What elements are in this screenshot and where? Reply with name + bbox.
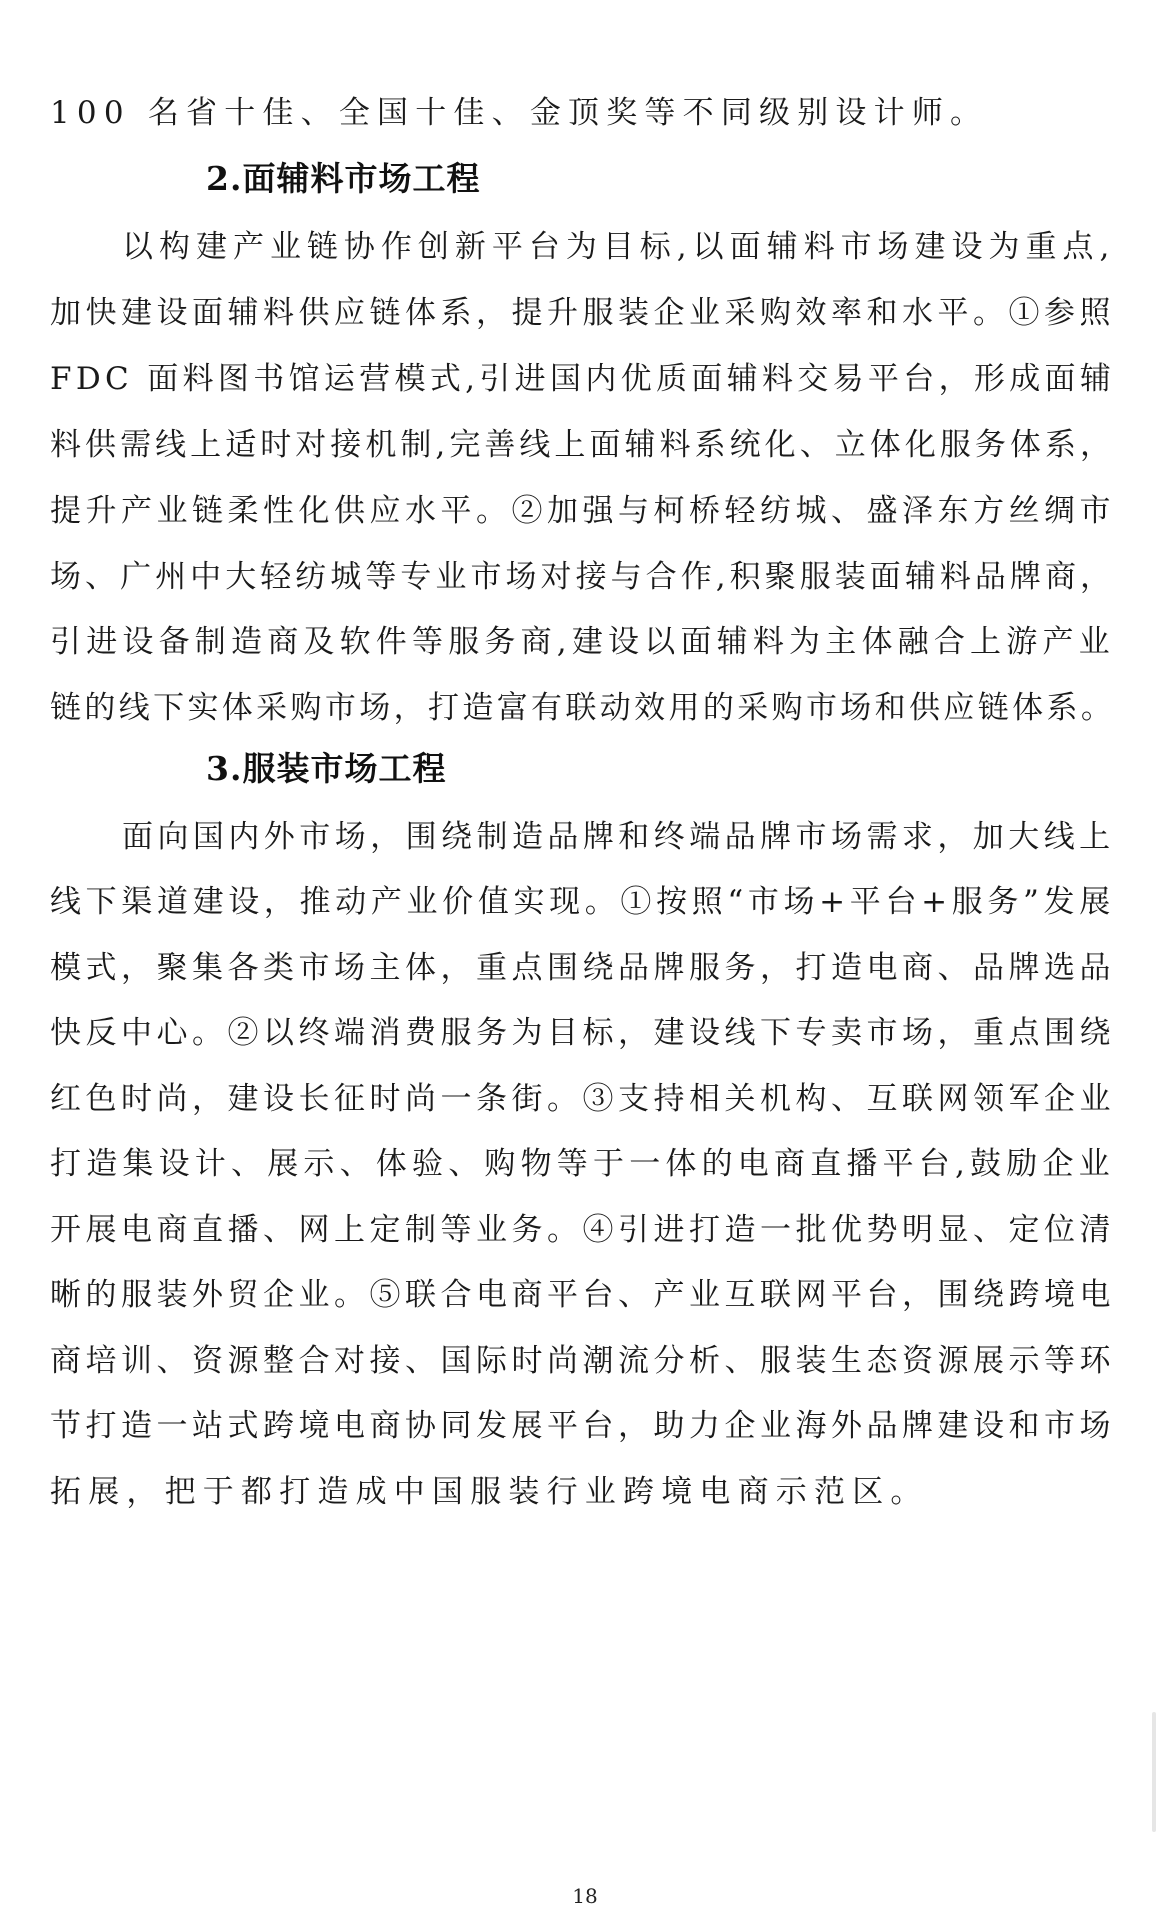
paragraph-line: 引进设备制造商及软件等服务商,建设以面辅料为主体融合上游产业: [50, 624, 1115, 660]
paragraph-line: 链的线下实体采购市场，打造富有联动效用的采购市场和供应链体系。: [50, 690, 1116, 726]
paragraph-line: 面向国内外市场，围绕制造品牌和终端品牌市场需求，加大线上: [122, 819, 1115, 855]
paragraph-line: 提升产业链柔性化供应水平。②加强与柯桥轻纺城、盛泽东方丝绸市: [50, 493, 1115, 529]
paragraph-line: 商培训、资源整合对接、国际时尚潮流分析、服装生态资源展示等环: [50, 1343, 1115, 1379]
paragraph-line: 拓展，把于都打造成中国服装行业跨境电商示范区。: [50, 1474, 929, 1510]
paragraph-line: 100 名省十佳、全国十佳、金顶奖等不同级别设计师。: [50, 95, 989, 131]
paragraph-line: FDC 面料图书馆运营模式,引进国内优质面辅料交易平台，形成面辅: [50, 361, 1116, 397]
paragraph-line: 模式，聚集各类市场主体，重点围绕品牌服务，打造电商、品牌选品: [50, 950, 1115, 986]
paragraph-line: 红色时尚，建设长征时尚一条街。③支持相关机构、互联网领军企业: [50, 1081, 1115, 1117]
paragraph-line: 开展电商直播、网上定制等业务。④引进打造一批优势明显、定位清: [50, 1212, 1115, 1248]
paragraph-line: 快反中心。②以终端消费服务为目标，建设线下专卖市场，重点围绕: [50, 1015, 1115, 1051]
paragraph-line: 场、广州中大轻纺城等专业市场对接与合作,积聚服装面辅料品牌商，: [50, 559, 1116, 595]
section-heading-apparel-market: 3.服装市场工程: [206, 749, 447, 788]
paragraph-line: 晰的服装外贸企业。⑤联合电商平台、产业互联网平台，围绕跨境电: [50, 1277, 1115, 1313]
paragraph-line: 线下渠道建设，推动产业价值实现。①按照“市场+平台+服务”发展: [50, 884, 1115, 920]
paragraph-line: 加快建设面辅料供应链体系，提升服装企业采购效率和水平。①参照: [50, 295, 1115, 331]
page-number: 18: [572, 1884, 598, 1908]
paragraph-line: 节打造一站式跨境电商协同发展平台，助力企业海外品牌建设和市场: [50, 1408, 1115, 1444]
paragraph-line: 以构建产业链协作创新平台为目标,以面辅料市场建设为重点,: [122, 229, 1116, 265]
paragraph-line: 打造集设计、展示、体验、购物等于一体的电商直播平台,鼓励企业: [50, 1146, 1115, 1182]
section-heading-fabric-market: 2.面辅料市场工程: [206, 159, 481, 198]
scrollbar-thumb[interactable]: [1152, 1712, 1156, 1832]
paragraph-line: 料供需线上适时对接机制,完善线上面辅料系统化、立体化服务体系，: [50, 427, 1116, 463]
